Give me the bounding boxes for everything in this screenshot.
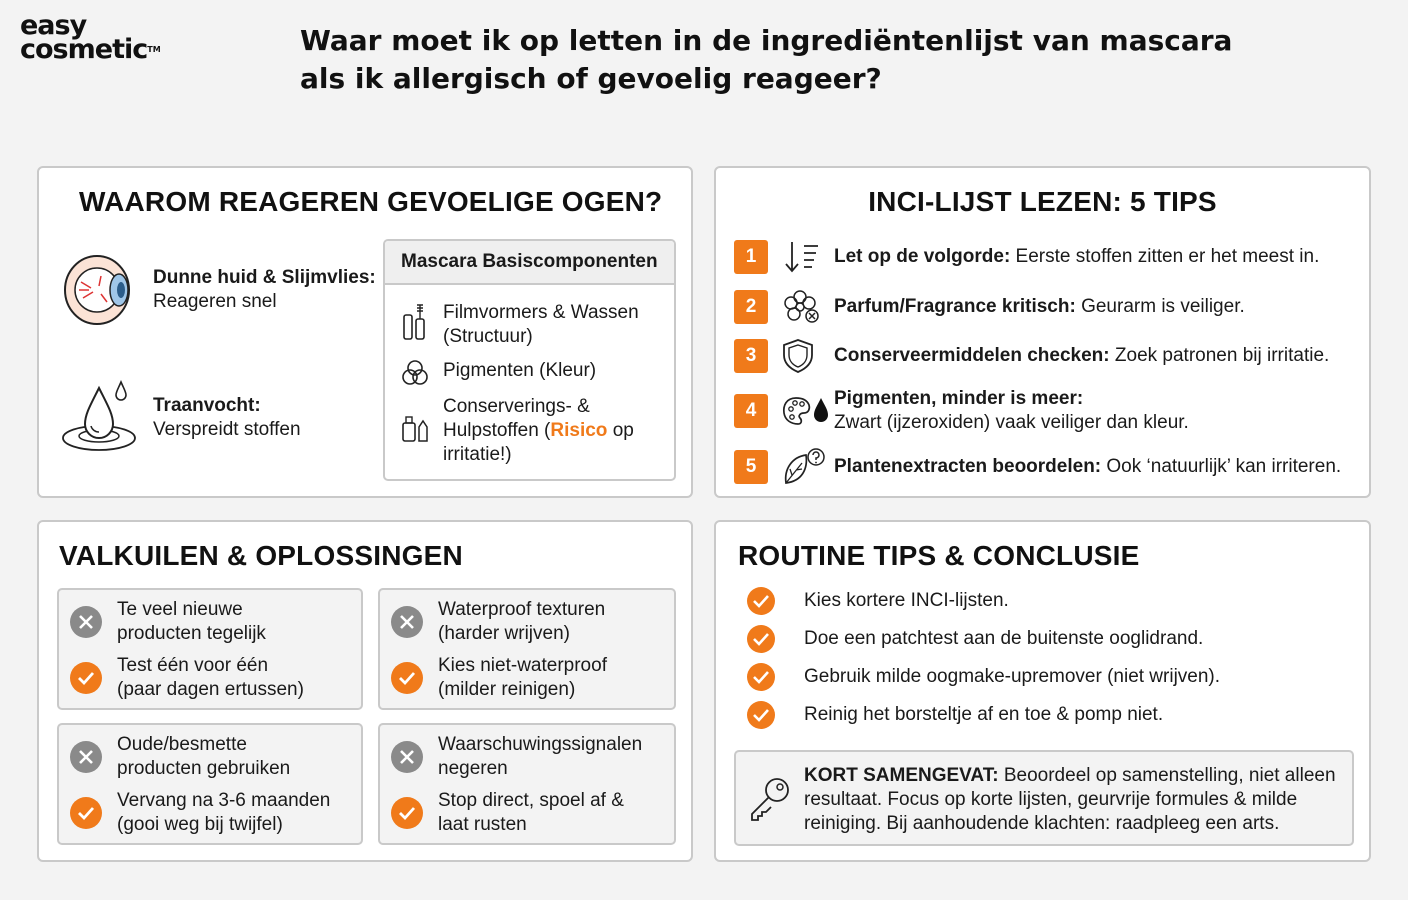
check-circle-icon bbox=[746, 700, 776, 730]
routine-item: Doe een patchtest aan de buitenste ooglidrand. bbox=[746, 624, 1203, 654]
tip-number: 2 bbox=[734, 290, 768, 324]
tip-item: 4 Pigmenten, minder is meer: Zwart (ijzeroxiden) vaak veiliger dan kleur. bbox=[734, 387, 1189, 435]
routine-item: Gebruik milde oogmake-upremover (niet wrijven). bbox=[746, 662, 1220, 692]
routine-item: Kies kortere INCI-lijsten. bbox=[746, 586, 1009, 616]
summary-label: KORT SAMENGEVAT: bbox=[804, 765, 999, 786]
check-circle-icon bbox=[746, 662, 776, 692]
why-item-tears bbox=[61, 380, 301, 456]
check-circle-icon bbox=[746, 586, 776, 616]
component-row: Filmvormers & Wassen (Structuur) bbox=[401, 301, 639, 349]
tip-item: 3 Conserveermiddelen checken: Zoek patronen bij irritatie. bbox=[734, 338, 1329, 374]
trademark: TM bbox=[147, 45, 161, 54]
routine-heading: ROUTINE TIPS & CONCLUSIE bbox=[738, 540, 1140, 571]
summary-box: KORT SAMENGEVAT: Beoordeel op samenstelling, niet alleen resultaat. Focus op korte lijsten, geurvrije formules & milde reiniging. Bij aanhoudende klachten: raadpleeg een arts. bbox=[734, 750, 1354, 846]
x-circle-icon bbox=[390, 740, 424, 774]
check-circle-icon bbox=[69, 661, 103, 695]
routine-item: Reinig het borsteltje af en toe & pomp niet. bbox=[746, 700, 1163, 730]
check-circle-icon bbox=[390, 796, 424, 830]
why-heading: WAAROM REAGEREN GEVOELIGE OGEN? bbox=[79, 186, 663, 217]
components-box bbox=[383, 239, 676, 481]
why-skin-title: Dunne huid & Slijmvlies: bbox=[153, 267, 376, 288]
pigment-circles-icon bbox=[401, 359, 429, 387]
logo-text: cosmetic bbox=[20, 34, 148, 65]
sort-order-icon bbox=[782, 240, 826, 274]
x-circle-icon bbox=[390, 605, 424, 639]
inci-tips-panel bbox=[714, 166, 1371, 498]
preservative-bottles-icon bbox=[401, 413, 429, 443]
brand-logo: easy cosmetic™ bbox=[20, 10, 161, 65]
tip-number: 3 bbox=[734, 339, 768, 373]
pitfalls-heading: VALKUILEN & OPLOSSINGEN bbox=[59, 540, 463, 571]
why-tears-title: Traanvocht: bbox=[153, 395, 261, 416]
components-heading: Mascara Basiscomponenten bbox=[385, 241, 674, 285]
x-circle-icon bbox=[69, 605, 103, 639]
x-circle-icon bbox=[69, 740, 103, 774]
tip-number: 5 bbox=[734, 450, 768, 484]
why-skin-text: Reageren snel bbox=[153, 291, 277, 312]
pitfall-card: Waterproof texturen (harder wrijven) Kies niet-waterproof (milder reinigen) bbox=[378, 588, 676, 710]
pitfall-card: Waarschuwingssignalen negeren Stop direct, spoel af & laat rusten bbox=[378, 723, 676, 845]
pitfall-card: Te veel nieuwe producten tegelijk Test één voor één (paar dagen ertussen) bbox=[57, 588, 363, 710]
check-circle-icon bbox=[390, 661, 424, 695]
routine-panel bbox=[714, 520, 1371, 862]
component-row: Conserverings- & Hulpstoffen (Risico op irritatie!) bbox=[401, 395, 634, 467]
leaf-question-icon bbox=[782, 447, 826, 487]
shield-icon bbox=[782, 338, 826, 374]
palette-drop-icon bbox=[782, 394, 826, 428]
risk-highlight: Risico bbox=[550, 420, 608, 441]
tip-number: 4 bbox=[734, 394, 768, 428]
tip-number: 1 bbox=[734, 240, 768, 274]
why-item-skin bbox=[61, 250, 376, 330]
check-circle-icon bbox=[746, 624, 776, 654]
why-tears-text: Verspreidt stoffen bbox=[153, 419, 301, 440]
key-icon bbox=[748, 776, 792, 822]
eye-icon bbox=[61, 250, 141, 330]
inci-heading: INCI-LIJST LEZEN: 5 TIPS bbox=[868, 186, 1217, 217]
tear-drop-icon bbox=[61, 380, 141, 456]
mascara-tube-icon bbox=[401, 301, 429, 345]
tip-item: 5 Plantenextracten beoordelen: Ook ‘natuurlijk’ kan irriteren. bbox=[734, 447, 1341, 487]
pitfalls-panel bbox=[37, 520, 693, 862]
page-title: Waar moet ik op letten in de ingrediëntenlijst van mascara als ik allergisch of gevoelig reageer? bbox=[300, 24, 1233, 95]
why-panel bbox=[37, 166, 693, 498]
flower-no-icon bbox=[782, 289, 826, 325]
pitfall-card: Oude/besmette producten gebruiken Vervang na 3-6 maanden (gooi weg bij twijfel) bbox=[57, 723, 363, 845]
tip-item: 2 Parfum/Fragrance kritisch: Geurarm is veiliger. bbox=[734, 289, 1245, 325]
tip-item: 1 Let op de volgorde: Eerste stoffen zitten er het meest in. bbox=[734, 240, 1319, 274]
component-row: Pigmenten (Kleur) bbox=[401, 359, 596, 387]
check-circle-icon bbox=[69, 796, 103, 830]
